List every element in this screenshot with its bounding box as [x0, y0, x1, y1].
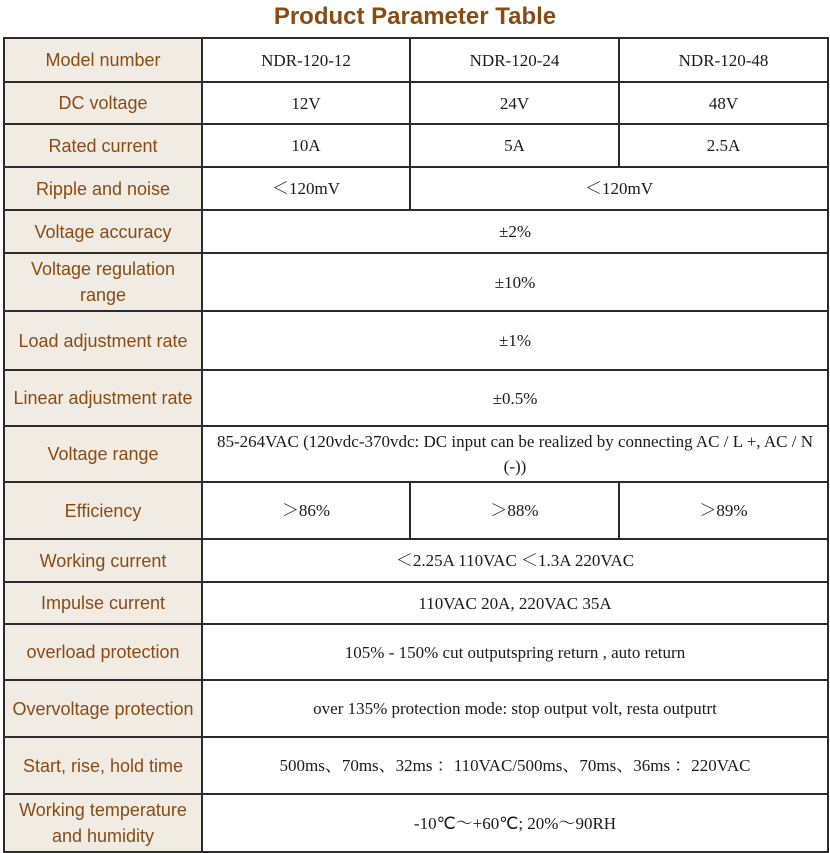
row-overvoltage-protection	[4, 680, 828, 737]
row-voltage-regulation	[4, 253, 828, 311]
row-model-number	[4, 38, 828, 82]
row-start-rise-hold-time	[4, 737, 828, 794]
voltage-range-label: Voltage range	[4, 426, 202, 482]
row-impulse-current	[4, 582, 828, 624]
voltage-regulation-label: Voltage regulation range	[4, 253, 202, 311]
efficiency-value-3: ＞89%	[619, 482, 828, 539]
dc-voltage-label: DC voltage	[4, 82, 202, 124]
load-adjustment-label: Load adjustment rate	[4, 311, 202, 370]
working-current-label: Working current	[4, 539, 202, 582]
start-rise-hold-time-label: Start, rise, hold time	[4, 737, 202, 794]
model-number-value-3: NDR-120-48	[619, 38, 828, 82]
working-current-value: ＜2.25A 110VAC ＜1.3A 220VAC	[202, 539, 828, 582]
row-linear-adjustment	[4, 370, 828, 426]
model-number-label: Model number	[4, 38, 202, 82]
row-overload-protection	[4, 624, 828, 680]
rated-current-value-2: 5A	[410, 124, 619, 167]
dc-voltage-value-2: 24V	[410, 82, 619, 124]
impulse-current-value: 110VAC 20A, 220VAC 35A	[202, 582, 828, 624]
efficiency-value-2: ＞88%	[410, 482, 619, 539]
overload-protection-value: 105% - 150% cut outputspring return , auto return	[202, 624, 828, 680]
rated-current-label: Rated current	[4, 124, 202, 167]
rated-current-value-1: 10A	[202, 124, 410, 167]
row-temperature-humidity	[4, 794, 828, 852]
dc-voltage-value-3: 48V	[619, 82, 828, 124]
ripple-noise-value-1: ＜120mV	[202, 167, 410, 210]
voltage-range-value: 85-264VAC (120vdc-370vdc: DC input can be realized by connecting AC / L +, AC / N (-))	[202, 426, 828, 482]
voltage-accuracy-label: Voltage accuracy	[4, 210, 202, 253]
product-parameter-table	[3, 37, 829, 853]
overload-protection-label: overload protection	[4, 624, 202, 680]
efficiency-label: Efficiency	[4, 482, 202, 539]
voltage-regulation-value: ±10%	[202, 253, 828, 311]
linear-adjustment-label: Linear adjustment rate	[4, 370, 202, 426]
efficiency-value-1: ＞86%	[202, 482, 410, 539]
row-ripple-noise	[4, 167, 828, 210]
start-rise-hold-time-value: 500ms、70ms、32ms ：110VAC/500ms、70ms、36ms ：220VAC	[202, 737, 828, 794]
load-adjustment-value: ±1%	[202, 311, 828, 370]
rated-current-value-3: 2.5A	[619, 124, 828, 167]
row-voltage-accuracy	[4, 210, 828, 253]
dc-voltage-value-1: 12V	[202, 82, 410, 124]
ripple-noise-value-2: ＜120mV	[410, 167, 828, 210]
linear-adjustment-value: ±0.5%	[202, 370, 828, 426]
row-working-current	[4, 539, 828, 582]
row-voltage-range	[4, 426, 828, 482]
row-efficiency	[4, 482, 828, 539]
model-number-value-2: NDR-120-24	[410, 38, 619, 82]
ripple-noise-label: Ripple and noise	[4, 167, 202, 210]
overvoltage-protection-label: Overvoltage protection	[4, 680, 202, 737]
temperature-humidity-label: Working temperature and humidity	[4, 794, 202, 852]
model-number-value-1: NDR-120-12	[202, 38, 410, 82]
page-title: Product Parameter Table	[273, 3, 557, 30]
voltage-accuracy-value: ±2%	[202, 210, 828, 253]
temperature-humidity-value: -10℃～+60℃; 20%～90RH	[202, 794, 828, 852]
row-rated-current	[4, 124, 828, 167]
row-dc-voltage	[4, 82, 828, 124]
overvoltage-protection-value: over 135% protection mode: stop output volt, resta outputrt	[202, 680, 828, 737]
row-load-adjustment	[4, 311, 828, 370]
impulse-current-label: Impulse current	[4, 582, 202, 624]
